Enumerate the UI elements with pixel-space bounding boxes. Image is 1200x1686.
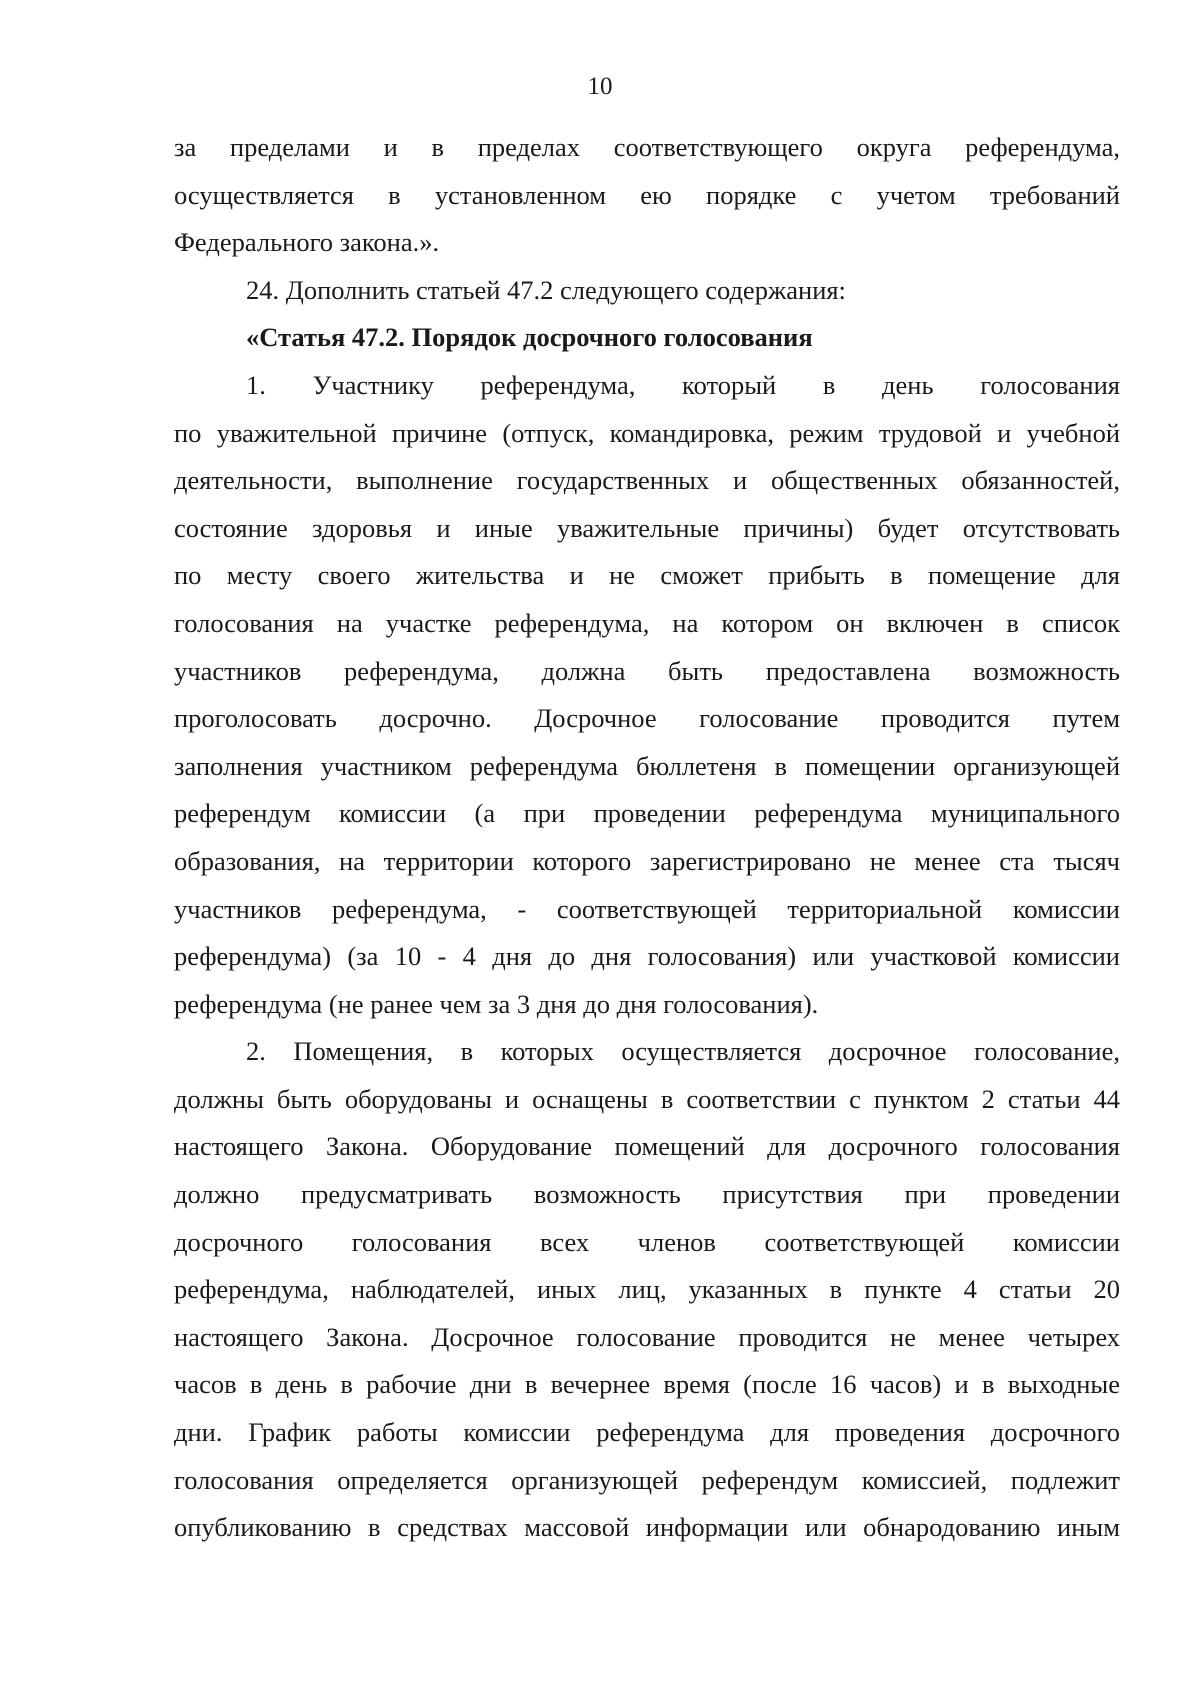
- text-line: настоящего Закона. Досрочное голосование проводится не менее четырех: [174, 1321, 1120, 1352]
- text-line: 1. Участнику референдума, который в день голосования: [246, 369, 1120, 400]
- text-line: должно предусматривать возможность присутствия при проведении: [174, 1179, 1120, 1210]
- text-line: должны быть оборудованы и оснащены в соответствии с пунктом 2 статьи 44: [174, 1083, 1120, 1114]
- text-line: за пределами и в пределах соответствующего округа референдума,: [174, 132, 1120, 162]
- text-line: по месту своего жительства и не сможет прибыть в помещение для: [174, 560, 1120, 591]
- text-line: референдума) (за 10 - 4 дня до дня голосования) или участковой комиссии: [174, 941, 1120, 972]
- text-line: по уважительной причине (отпуск, командировка, режим трудовой и учебной: [174, 417, 1120, 448]
- document-body: [174, 124, 1120, 1552]
- text-line: образования, на территории которого зарегистрировано не менее ста тысяч: [174, 845, 1120, 876]
- page-number: 10: [587, 73, 613, 100]
- text-line: деятельности, выполнение государственных и общественных обязанностей,: [174, 465, 1120, 496]
- text-line: опубликованию в средствах массовой информации или обнародованию иным: [174, 1512, 1120, 1543]
- text-line: настоящего Закона. Оборудование помещений для досрочного голосования: [174, 1131, 1120, 1162]
- text-line: проголосовать досрочно. Досрочное голосование проводится путем: [174, 703, 1120, 734]
- text-line: голосования на участке референдума, на котором он включен в список: [174, 607, 1120, 638]
- text-line: референдума, наблюдателей, иных лиц, указанных в пункте 4 статьи 20: [174, 1274, 1120, 1305]
- text-line: досрочного голосования всех членов соответствующей комиссии: [174, 1226, 1120, 1257]
- article-heading: «Статья 47.2. Порядок досрочного голосования: [246, 322, 813, 353]
- text-line: осуществляется в установленном ею порядке с учетом требований: [174, 179, 1120, 210]
- text-line: 24. Дополнить статьей 47.2 следующего содержания:: [246, 274, 846, 305]
- text-line: Федерального закона.».: [174, 227, 440, 258]
- text-line: дни. График работы комиссии референдума для проведения досрочного: [174, 1417, 1120, 1448]
- text-line: участников референдума, - соответствующей территориальной комиссии: [174, 893, 1120, 924]
- text-line: участников референдума, должна быть предоставлена возможность: [174, 655, 1120, 686]
- text-line: 2. Помещения, в которых осуществляется досрочное голосование,: [246, 1036, 1120, 1067]
- text-line: референдума (не ранее чем за 3 дня до дня голосования).: [174, 988, 819, 1019]
- text-line: референдум комиссии (а при проведении референдума муниципального: [174, 798, 1120, 829]
- text-line: голосования определяется организующей референдум комиссией, подлежит: [174, 1464, 1120, 1495]
- text-line: заполнения участником референдума бюллетеня в помещении организующей: [174, 750, 1120, 781]
- text-line: состояние здоровья и иные уважительные причины) будет отсутствовать: [174, 512, 1120, 543]
- text-line: часов в день в рабочие дни в вечернее время (после 16 часов) и в выходные: [174, 1369, 1120, 1400]
